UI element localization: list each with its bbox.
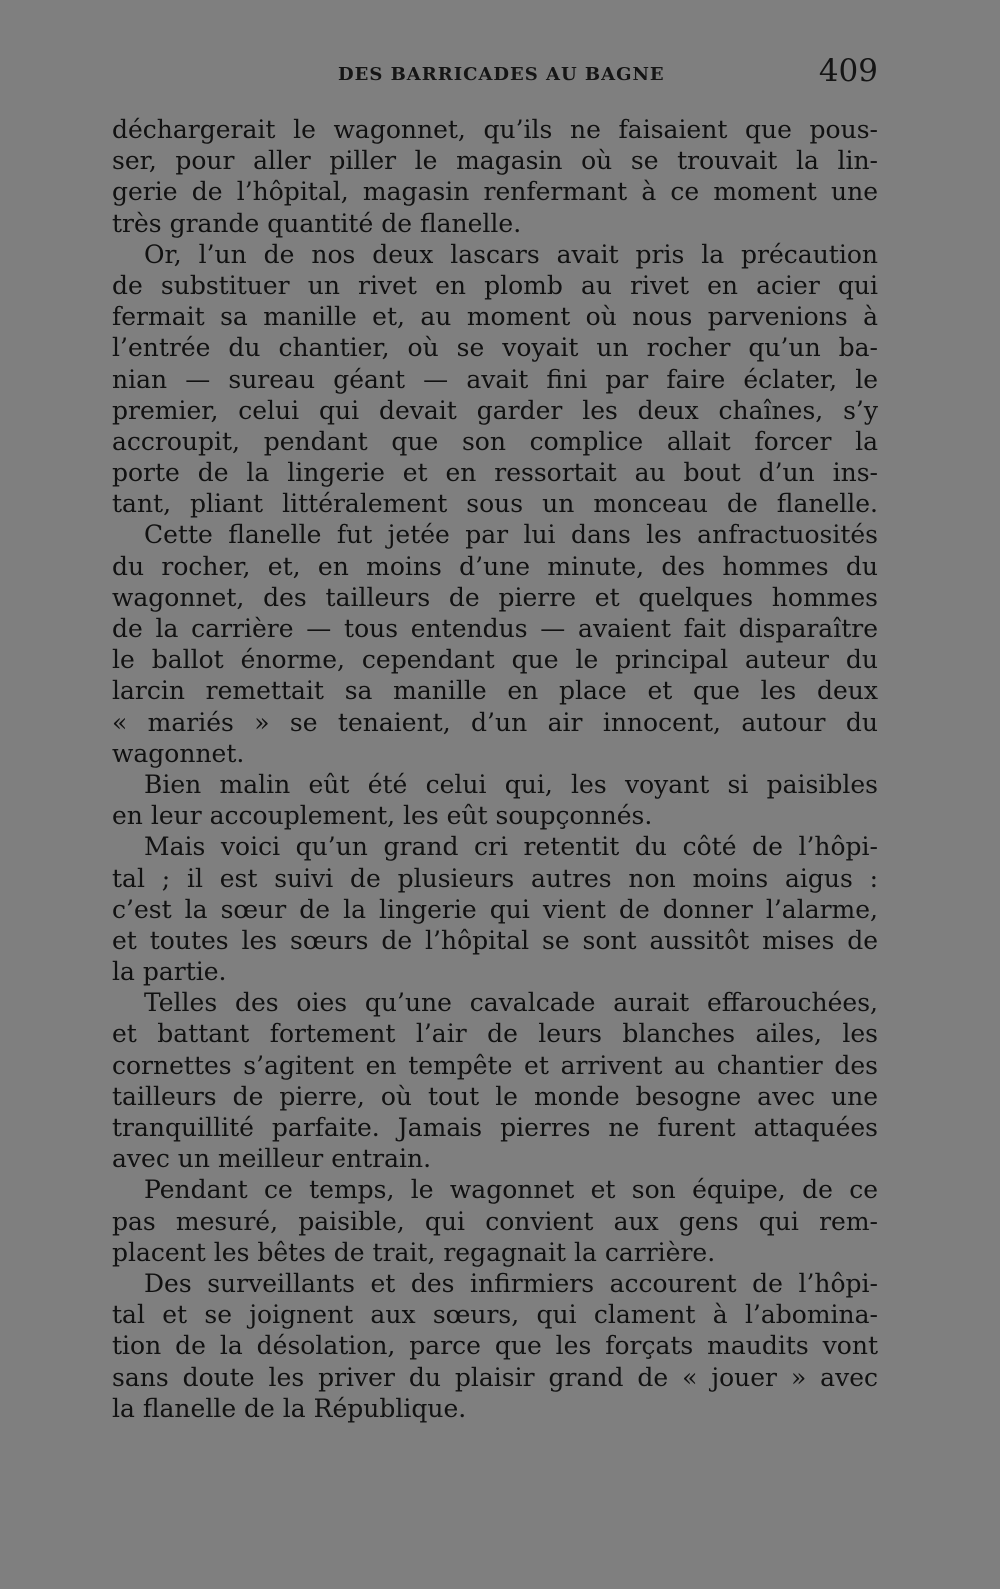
text-line: déchargerait le wagonnet, qu’ils ne faisaient que pous- xyxy=(112,115,878,144)
text-line: très grande quantité de flanelle. xyxy=(112,208,522,238)
text-line: tailleurs de pierre, où tout le monde besogne avec une xyxy=(112,1081,878,1111)
text-line: tant, pliant littéralement sous un monceau de flanelle. xyxy=(112,489,878,519)
text-line: du rocher, et, en moins d’une minute, des hommes du xyxy=(112,551,878,581)
text-line: pas mesuré, paisible, qui convient aux gens qui rem- xyxy=(112,1206,878,1236)
text-line: porte de la lingerie et en ressortait au bout d’un ins- xyxy=(112,458,878,488)
text-line: Telles des oies qu’une cavalcade aurait effarouchées, xyxy=(144,988,878,1018)
text-line: cornettes s’agitent en tempête et arrivent au chantier des xyxy=(112,1050,878,1080)
text-line: ser, pour aller piller le magasin où se trouvait la lin- xyxy=(112,146,878,176)
text-line: avec un meilleur entrain. xyxy=(112,1144,432,1174)
text-line: premier, celui qui devait garder les deux chaînes, s’y xyxy=(112,395,878,425)
text-line: larcin remettait sa manille en place et que les deux xyxy=(112,676,878,706)
text-line: sans doute les priver du plaisir grand de « jouer » avec xyxy=(112,1362,878,1392)
text-line: tranquillité parfaite. Jamais pierres ne furent attaquées xyxy=(112,1113,878,1142)
text-line: tal ; il est suivi de plusieurs autres non moins aigus : xyxy=(112,863,878,893)
text-line: placent les bêtes de trait, regagnait la carrière. xyxy=(112,1237,716,1267)
text-line: en leur accouplement, les eût soupçonnés. xyxy=(112,801,653,831)
text-line: la flanelle de la République. xyxy=(112,1393,467,1423)
text-line: gerie de l’hôpital, magasin renfermant à ce moment une xyxy=(112,177,878,207)
text-line: Mais voici qu’un grand cri retentit du côté de l’hôpi- xyxy=(144,832,878,862)
page-number: 409 xyxy=(818,53,878,89)
text-line: « mariés » se tenaient, d’un air innocent, autour du xyxy=(112,707,878,737)
running-head-title: DES BARRICADES AU BAGNE xyxy=(338,64,665,85)
text-line: l’entrée du chantier, où se voyait un rocher qu’un ba- xyxy=(112,333,878,363)
text-line: Des surveillants et des infirmiers accourent de l’hôpi- xyxy=(144,1268,878,1298)
text-line: la partie. xyxy=(112,957,227,987)
text-line: tion de la désolation, parce que les forçats maudits vont xyxy=(112,1331,878,1361)
text-line: le ballot énorme, cependant que le principal auteur du xyxy=(112,645,878,675)
text-line: fermait sa manille et, au moment où nous parvenions à xyxy=(112,302,878,332)
text-line: Bien malin eût été celui qui, les voyant si paisibles xyxy=(144,769,878,799)
text-line: de la carrière — tous entendus — avaient fait disparaître xyxy=(112,614,878,643)
text-line: et battant fortement l’air de leurs blanches ailes, les xyxy=(112,1019,878,1049)
text-line: et toutes les sœurs de l’hôpital se sont aussitôt mises de xyxy=(112,925,878,955)
text-line: accroupit, pendant que son complice allait forcer la xyxy=(112,426,878,456)
text-line: Or, l’un de nos deux lascars avait pris la précaution xyxy=(144,239,878,269)
text-line: Cette flanelle fut jetée par lui dans les anfractuosités xyxy=(144,520,878,550)
text-line: wagonnet, des tailleurs de pierre et quelques hommes xyxy=(112,582,878,612)
body-text xyxy=(112,114,878,1424)
text-line: de substituer un rivet en plomb au rivet en acier qui xyxy=(112,270,878,300)
running-head xyxy=(110,50,880,90)
text-line: wagonnet. xyxy=(112,738,245,768)
text-line: tal et se joignent aux sœurs, qui clament à l’abomina- xyxy=(112,1300,878,1330)
text-line: Pendant ce temps, le wagonnet et son équipe, de ce xyxy=(144,1175,878,1205)
text-line: c’est la sœur de la lingerie qui vient de donner l’alarme, xyxy=(112,894,878,924)
text-line: nian — sureau géant — avait fini par faire éclater, le xyxy=(112,364,878,394)
